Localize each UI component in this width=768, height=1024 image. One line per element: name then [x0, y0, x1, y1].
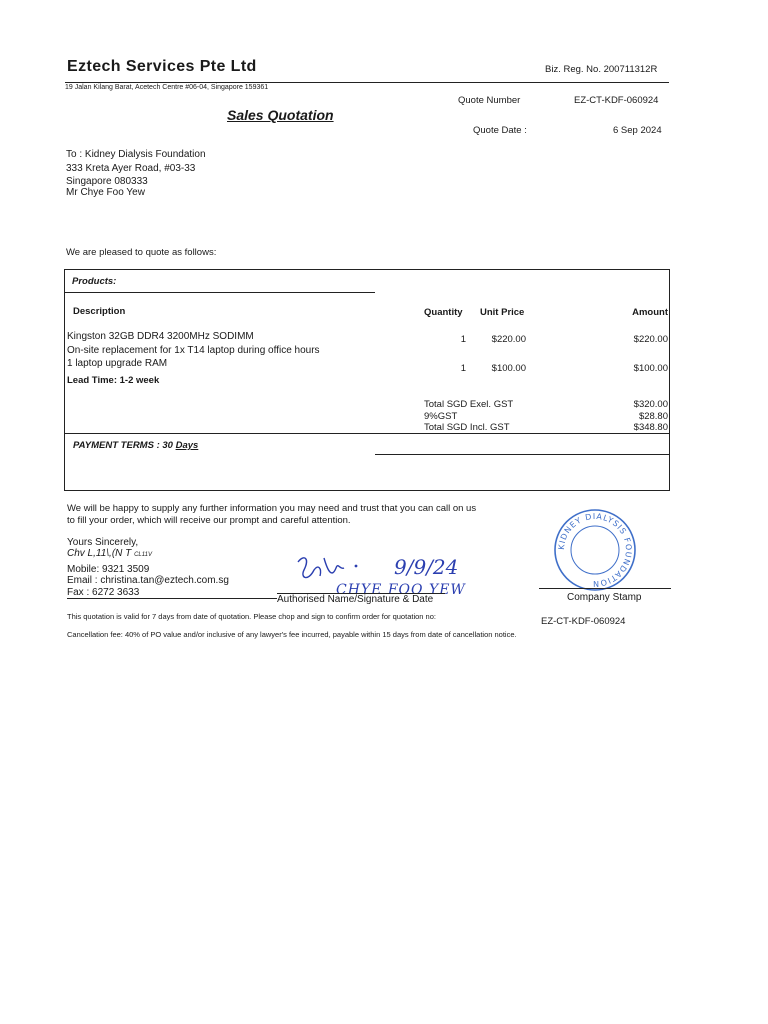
sender-signature-name: Chv L,11\,(N T	[67, 548, 132, 559]
quote-date-label: Quote Date :	[473, 125, 527, 136]
sender-mobile: Mobile: 9321 3509	[67, 564, 150, 575]
item-1-quantity: 1	[460, 334, 466, 345]
intro-text: We are pleased to quote as follows:	[66, 247, 217, 258]
yours-sincerely: Yours Sincerely,	[67, 537, 139, 548]
fax-underline	[67, 598, 277, 599]
biz-reg-number: Biz. Reg. No. 200711312R	[545, 64, 658, 75]
quote-reference: EZ-CT-KDF-060924	[541, 616, 626, 627]
sender-email: Email : christina.tan@eztech.com.sg	[67, 575, 229, 586]
item-3-amount: $100.00	[633, 363, 668, 374]
products-section-label: Products:	[72, 276, 117, 287]
total-incl-gst-label: Total SGD Incl. GST	[424, 422, 510, 433]
item-3-description: 1 laptop upgrade RAM	[67, 358, 168, 369]
sender-signature-small: CL11V	[134, 552, 152, 558]
total-excl-gst-label: Total SGD Exel. GST	[424, 399, 514, 410]
recipient-line-1: To : Kidney Dialysis Foundation	[66, 149, 206, 160]
recipient-line-3: Singapore 080333	[66, 176, 148, 187]
stamp-ring-text: KIDNEY DIALYSIS FOUNDATION	[556, 511, 634, 589]
total-excl-gst-value: $320.00	[633, 399, 668, 410]
sender-signature	[67, 548, 152, 559]
products-label-underline	[65, 292, 375, 293]
cancellation-note: Cancellation fee: 40% of PO value and/or inclusive of any lawyer's fee incurred, payable within 15 days from date of cancellation notice.	[67, 630, 517, 639]
gst-value: $28.80	[638, 411, 668, 422]
company-name: Eztech Services Pte Ltd	[67, 58, 257, 75]
item-3-unit-price: $100.00	[491, 363, 526, 374]
header-unit-price: Unit Price	[480, 307, 525, 318]
page-title: Sales Quotation	[227, 107, 334, 123]
header-description: Description	[73, 306, 126, 317]
stamp-line	[539, 588, 671, 589]
item-3-quantity: 1	[460, 363, 466, 374]
lead-time: Lead Time: 1-2 week	[67, 375, 160, 386]
item-1-description: Kingston 32GB DDR4 3200MHz SODIMM	[67, 331, 254, 342]
validity-note: This quotation is valid for 7 days from date of quotation. Please chop and sign to confirm order for quotation no:	[67, 612, 436, 621]
payment-terms	[73, 440, 198, 451]
total-incl-gst-value: $348.80	[633, 422, 668, 433]
item-2-description: On-site replacement for 1x T14 laptop during office hours	[67, 345, 320, 356]
closing-line-2: to fill your order, which will receive our prompt and careful attention.	[67, 515, 351, 526]
quote-number-label: Quote Number	[458, 95, 521, 106]
handwritten-date: 9/9/24	[394, 555, 459, 579]
recipient-line-4: Mr Chye Foo Yew	[66, 187, 145, 198]
sender-fax: Fax : 6272 3633	[67, 587, 140, 598]
header-quantity: Quantity	[424, 307, 463, 318]
company-address: 19 Jalan Kilang Barat, Acetech Centre #06-04, Singapore 159361	[65, 84, 269, 91]
closing-line-1: We will be happy to supply any further information you may need and trust that you can call on us	[67, 503, 477, 514]
signature-label: Authorised Name/Signature & Date	[277, 594, 434, 605]
company-stamp-icon	[550, 505, 640, 595]
payment-terms-line	[375, 454, 669, 455]
quote-number-value: EZ-CT-KDF-060924	[574, 95, 659, 106]
payment-terms-prefix: PAYMENT TERMS : 30	[73, 440, 176, 451]
header-amount: Amount	[632, 307, 668, 318]
recipient-line-2: 333 Kreta Ayer Road, #03-33	[66, 163, 196, 174]
payment-terms-days: Days	[175, 440, 199, 451]
totals-divider	[65, 433, 669, 434]
item-1-unit-price: $220.00	[491, 334, 526, 345]
stamp-label: Company Stamp	[567, 592, 642, 603]
item-1-amount: $220.00	[633, 334, 668, 345]
handwritten-name: CHYE FOO YEW	[336, 582, 466, 598]
quote-date-value: 6 Sep 2024	[613, 125, 662, 136]
header-divider	[65, 82, 669, 83]
gst-label: 9%GST	[424, 411, 458, 422]
svg-text:KIDNEY DIALYSIS FOUNDATION	[557, 512, 633, 588]
